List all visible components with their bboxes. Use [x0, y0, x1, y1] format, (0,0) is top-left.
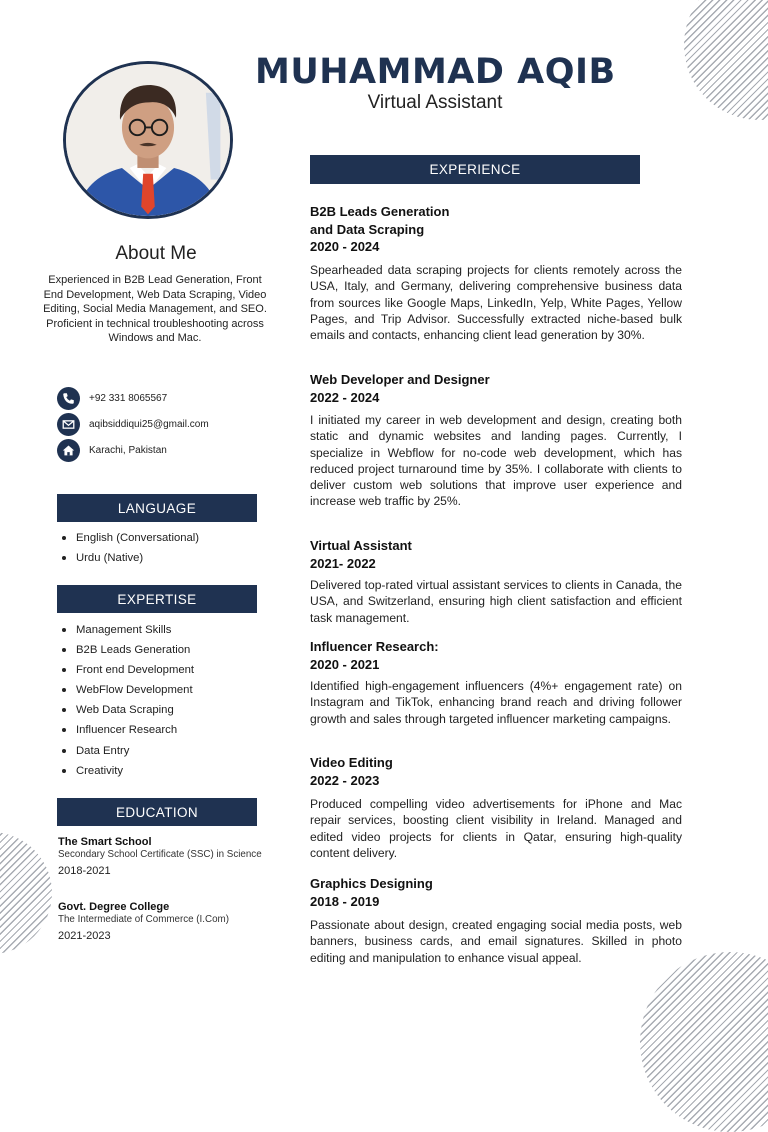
education-entry: [58, 900, 268, 943]
expertise-header: EXPERTISE: [57, 585, 257, 613]
list-item: Web Data Scraping: [58, 700, 194, 720]
about-title: About Me: [115, 243, 197, 264]
location-text: Karachi, Pakistan: [89, 445, 167, 456]
list-item: Urdu (Native): [58, 548, 199, 568]
list-item: WebFlow Development: [58, 680, 194, 700]
job-description: Spearheaded data scraping projects for clients remotely across the USA, Italy, and Germany, delivering comprehensive business data from sources like Google Maps, LinkedIn, Yelp, White Pages, Yellow Pages, and Trip Advisor. Successfully extracted niche-based bulk emails and contacts, enhancing client lead generation by 30%.: [310, 263, 682, 343]
expertise-list: [58, 620, 194, 781]
job-title: B2B Leads Generation and Data Scraping 2020 - 2024: [310, 203, 682, 256]
job-description: Identified high-engagement influencers (4%+ engagement rate) on Instagram and TikTok, enhancing brand reach and driving follower growth and sales through targeted influencer marketing campaigns.: [310, 679, 682, 726]
education-years: 2018-2021: [58, 864, 111, 877]
education-years: 2021-2023: [58, 929, 111, 942]
school-name: Govt. Degree College: [58, 901, 170, 913]
job-description: Passionate about design, created engaging social media posts, web banners, business cards, and email signatures. Skilled in photo editing and manipulation to enhance visual appeal.: [310, 918, 682, 965]
contact-location: [57, 439, 277, 462]
experience-header: EXPERIENCE: [310, 155, 640, 184]
list-item: Influencer Research: [58, 720, 194, 740]
job-description: I initiated my career in web development and design, creating both static and dynamic websites and landing pages. Currently, I specialize in Webflow for no-code web development, which has reduced project turnaround time by 35%. I collaborate with clients to deliver custom web solutions that improve user experience and increase web traffic by 25%.: [310, 413, 682, 509]
school-name: The Smart School: [58, 836, 152, 848]
list-item: English (Conversational): [58, 528, 199, 548]
about-text: Experienced in B2B Lead Generation, Front End Development, Web Data Scraping, Video Editing, Social Media Management, and SEO. Proficient in technical troubleshooting across Windows and Mac.: [43, 274, 267, 344]
job-title: Web Developer and Designer 2022 - 2024: [310, 371, 682, 406]
phone-icon: [57, 387, 80, 410]
contact-phone: [57, 387, 277, 410]
job-title: Virtual Assistant 2021- 2022: [310, 537, 682, 572]
candidate-name: MUHAMMAD AQIB: [255, 52, 616, 92]
job-years: 2021- 2022: [310, 555, 376, 571]
list-item: Data Entry: [58, 741, 194, 761]
certificate: The Intermediate of Commerce (I.Com): [58, 914, 229, 925]
job-title: Influencer Research: 2020 - 2021: [310, 638, 682, 673]
job-description: Delivered top-rated virtual assistant services to clients in Canada, the USA, and Switzerland, ensuring high client satisfaction and efficient task management.: [310, 578, 682, 625]
list-item: B2B Leads Generation: [58, 640, 194, 660]
job-years: 2020 - 2024: [310, 239, 380, 254]
profile-photo: [63, 61, 233, 219]
phone-number: +92 331 8065567: [89, 393, 168, 404]
education-header: EDUCATION: [57, 798, 257, 826]
certificate: Secondary School Certificate (SSC) in Science: [58, 849, 262, 860]
email-address: aqibsiddiqui25@gmail.com: [89, 419, 209, 430]
candidate-role: Virtual Assistant: [367, 92, 503, 113]
decorative-hatched-circle: [684, 0, 768, 120]
list-item: Front end Development: [58, 660, 194, 680]
job-years: 2022 - 2024: [310, 389, 380, 405]
envelope-icon: [57, 413, 80, 436]
language-header: LANGUAGE: [57, 494, 257, 522]
job-title: Video Editing 2022 - 2023: [310, 754, 682, 789]
job-years: 2022 - 2023: [310, 772, 380, 788]
home-icon: [57, 439, 80, 462]
job-title: Graphics Designing 2018 - 2019: [310, 875, 682, 910]
language-list: [58, 528, 199, 568]
job-description: Produced compelling video advertisements for iPhone and Mac repair services, boosting client visibility in Ireland. Managed and edited video projects for clients in Qatar, ensuring high-quality content delivery.: [310, 797, 682, 860]
education-entry: [58, 835, 268, 878]
list-item: Creativity: [58, 761, 194, 781]
list-item: Management Skills: [58, 620, 194, 640]
job-years: 2018 - 2019: [310, 893, 380, 909]
decorative-hatched-circle: [0, 832, 52, 954]
contact-email: [57, 413, 277, 436]
decorative-hatched-circle: [640, 952, 768, 1132]
job-years: 2020 - 2021: [310, 656, 380, 672]
